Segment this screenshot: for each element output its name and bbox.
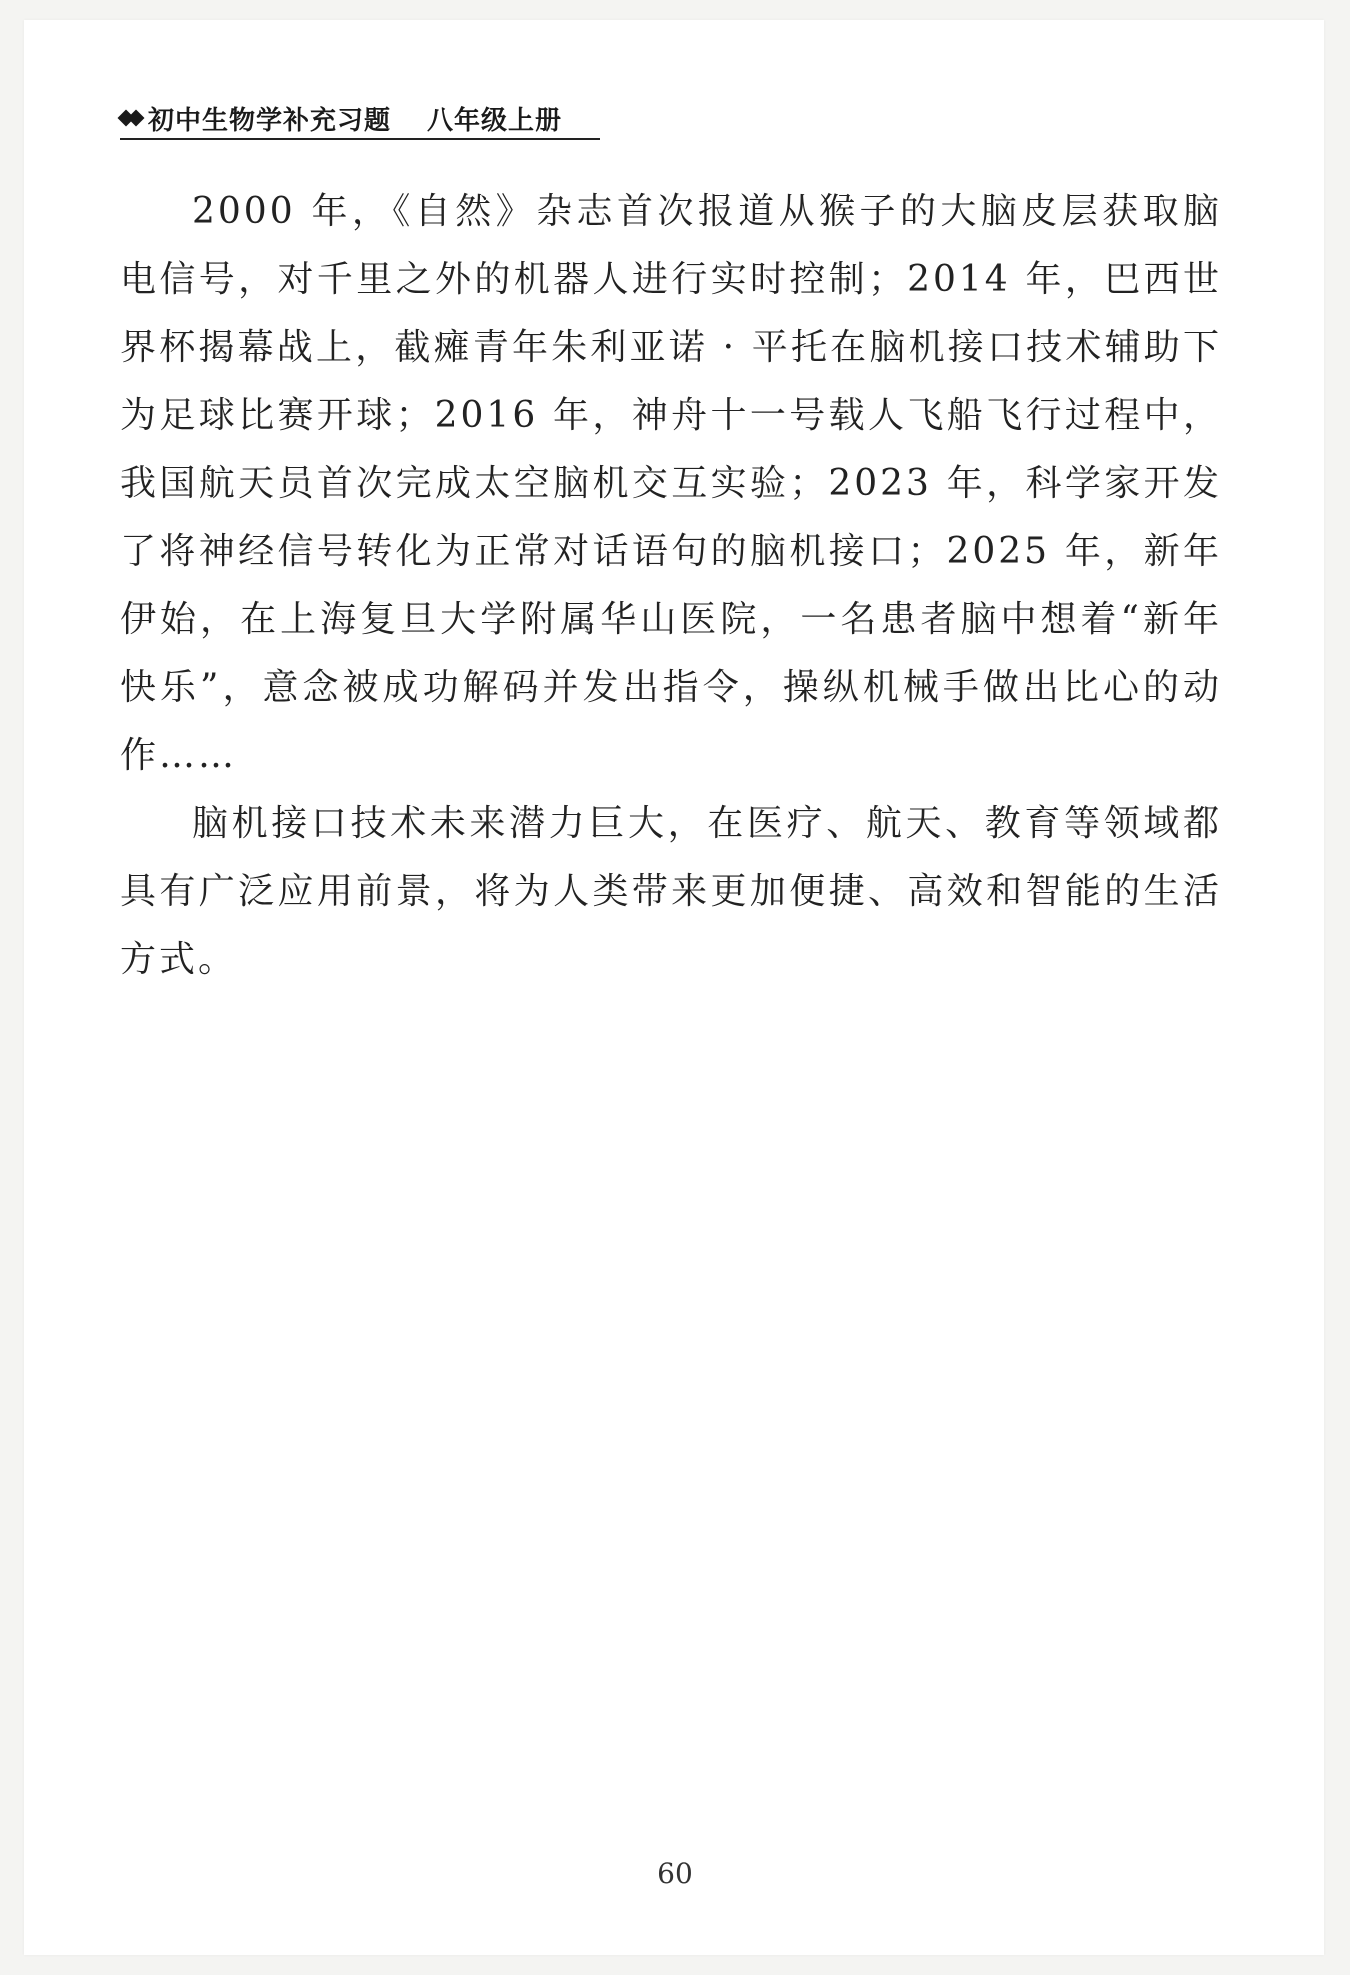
diamond-bullet-icon	[120, 108, 140, 128]
book-volume: 八年级上册	[427, 105, 563, 136]
running-header	[120, 98, 600, 140]
body-text	[120, 178, 1222, 994]
book-title: 初中生物学补充习题	[148, 105, 392, 136]
paragraph: 脑机接口技术未来潜力巨大，在医疗、航天、教育等领域都具有广泛应用前景，将为人类带来更加便捷、高效和智能的生活方式。	[120, 803, 1222, 980]
page-number: 60	[657, 1857, 693, 1890]
paragraph: 2000 年，《自然》杂志首次报道从猴子的大脑皮层获取脑电信号，对千里之外的机器人进行实时控制；2014 年，巴西世界杯揭幕战上，截瘫青年朱利亚诺 · 平托在脑机接口技术辅助下为足球比赛开球；2016 年，神舟十一号载人飞船飞行过程中，我国航天员首次完成太空脑机交互实验；2023 年，科学家开发了将神经信号转化为正常对话语句的脑机接口；2025 年，新年伊始，在上海复旦大学附属华山医院，一名患者脑中想着“新年快乐”，意念被成功解码并发出指令，操纵机械手做出比心的动作……	[120, 191, 1222, 776]
